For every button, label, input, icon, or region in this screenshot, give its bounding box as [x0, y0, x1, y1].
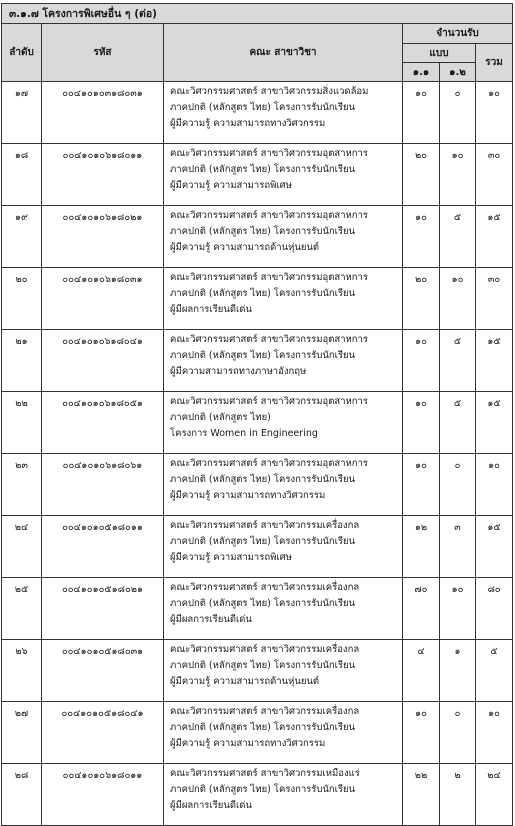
table-row — [2, 330, 513, 392]
table-row — [2, 578, 513, 640]
faculty-line: ภาคปกติ (หลักสูตร ไทย) โครงการรับนักเรียน — [170, 163, 356, 175]
row-seq: ๑๘ — [2, 144, 42, 206]
row-total: ๓๐ — [476, 144, 513, 206]
row-total: ๘๐ — [476, 578, 513, 640]
row-code: ๐๐๔๑๐๑๐๕๑๘๐๔๑ — [42, 702, 164, 764]
faculty-line: ภาคปกติ (หลักสูตร ไทย) โครงการรับนักเรียน — [170, 349, 356, 361]
admission-quota-table — [1, 3, 513, 826]
row-faculty — [164, 640, 403, 702]
header-type-1-1: ๑.๑ — [403, 63, 440, 82]
row-type-1-2: ๓ — [440, 516, 476, 578]
row-type-1-1: ๑๐ — [403, 206, 440, 268]
row-type-1-2: ๐ — [440, 82, 476, 144]
faculty-line: คณะวิศวกรรมศาสตร์ สาขาวิศวกรรมเครื่องกล — [170, 706, 360, 717]
row-seq: ๒๒ — [2, 392, 42, 454]
row-code: ๐๐๔๑๐๑๐๕๑๘๐๒๑ — [42, 578, 164, 640]
table-row — [2, 392, 513, 454]
table-row — [2, 206, 513, 268]
row-type-1-1: ๒๐ — [403, 144, 440, 206]
row-total: ๑๐ — [476, 82, 513, 144]
row-faculty — [164, 144, 403, 206]
row-code: ๐๐๔๑๐๑๐๖๑๘๐๔๑ — [42, 330, 164, 392]
faculty-line: ผู้มีความสามารถทางภาษาอังกฤษ — [170, 365, 307, 377]
faculty-line: คณะวิศวกรรมศาสตร์ สาขาวิศวกรรมอุตสาหการ — [170, 148, 368, 159]
header-type: แบบ — [403, 44, 476, 63]
faculty-line: ผู้มีความรู้ ความสามารถด้านหุ่นยนต์ — [170, 675, 320, 687]
row-seq: ๒๖ — [2, 640, 42, 702]
row-faculty — [164, 764, 403, 826]
faculty-line: ผู้มีผลการเรียนดีเด่น — [170, 799, 252, 811]
row-total: ๒๔ — [476, 764, 513, 826]
table-row — [2, 454, 513, 516]
row-seq: ๒๐ — [2, 268, 42, 330]
table-row — [2, 82, 513, 144]
row-seq: ๑๙ — [2, 206, 42, 268]
row-type-1-1: ๒๒ — [403, 764, 440, 826]
row-seq: ๒๑ — [2, 330, 42, 392]
row-type-1-1: ๑๐ — [403, 330, 440, 392]
header-code: รหัส — [42, 24, 164, 82]
row-code: ๐๐๔๑๐๑๐๖๑๘๐๑๑ — [42, 144, 164, 206]
row-type-1-2: ๐ — [440, 454, 476, 516]
header-faculty: คณะ สาขาวิชา — [164, 24, 403, 82]
row-type-1-1: ๒๐ — [403, 268, 440, 330]
faculty-line: คณะวิศวกรรมศาสตร์ สาขาวิศวกรรมอุตสาหการ — [170, 458, 368, 469]
header-seq: ลำดับ — [2, 24, 42, 82]
faculty-line: ผู้มีความรู้ ความสามารถทางวิศวกรรม — [170, 117, 326, 129]
row-code: ๐๐๔๑๐๑๐๕๑๘๐๑๑ — [42, 516, 164, 578]
faculty-line: ภาคปกติ (หลักสูตร ไทย) โครงการรับนักเรียน — [170, 597, 356, 609]
row-faculty — [164, 206, 403, 268]
faculty-line: ภาคปกติ (หลักสูตร ไทย) โครงการรับนักเรียน — [170, 287, 356, 299]
row-seq: ๒๕ — [2, 578, 42, 640]
table-row — [2, 516, 513, 578]
row-code: ๐๐๔๑๐๑๐๕๑๘๐๓๑ — [42, 640, 164, 702]
row-total: ๕ — [476, 640, 513, 702]
row-type-1-1: ๑๐ — [403, 82, 440, 144]
row-code: ๐๐๔๑๐๑๐๖๑๘๐๖๑ — [42, 454, 164, 516]
row-total: ๓๐ — [476, 268, 513, 330]
header-type-1-2: ๑.๒ — [440, 63, 476, 82]
row-faculty — [164, 516, 403, 578]
table-row — [2, 144, 513, 206]
row-type-1-2: ๕ — [440, 206, 476, 268]
row-total: ๑๐ — [476, 702, 513, 764]
row-faculty — [164, 330, 403, 392]
faculty-line: คณะวิศวกรรมศาสตร์ สาขาวิศวกรรมอุตสาหการ — [170, 396, 368, 407]
faculty-line: คณะวิศวกรรมศาสตร์ สาขาวิศวกรรมอุตสาหการ — [170, 210, 368, 221]
row-type-1-2: ๑๐ — [440, 578, 476, 640]
row-type-1-1: ๑๐ — [403, 392, 440, 454]
table-row — [2, 764, 513, 826]
row-faculty — [164, 454, 403, 516]
row-seq: ๒๘ — [2, 764, 42, 826]
row-faculty — [164, 578, 403, 640]
row-faculty — [164, 702, 403, 764]
table-row — [2, 702, 513, 764]
faculty-line: คณะวิศวกรรมศาสตร์ สาขาวิศวกรรมอุตสาหการ — [170, 334, 368, 345]
row-type-1-1: ๗๐ — [403, 578, 440, 640]
faculty-line: ผู้มีความรู้ ความสามารถพิเศษ — [170, 551, 292, 563]
row-type-1-2: ๒ — [440, 764, 476, 826]
row-code: ๐๐๔๑๐๑๐๖๑๘๐๕๑ — [42, 392, 164, 454]
row-seq: ๑๗ — [2, 82, 42, 144]
row-total: ๑๕ — [476, 206, 513, 268]
faculty-line: ผู้มีผลการเรียนดีเด่น — [170, 613, 252, 625]
row-type-1-2: ๕ — [440, 392, 476, 454]
row-code: ๐๐๔๑๐๑๐๖๑๘๐๒๑ — [42, 206, 164, 268]
row-type-1-1: ๑๐ — [403, 454, 440, 516]
row-seq: ๒๔ — [2, 516, 42, 578]
faculty-line: ภาคปกติ (หลักสูตร ไทย) โครงการรับนักเรียน — [170, 659, 356, 671]
row-code: ๐๐๔๑๐๑๐๖๑๘๐๓๑ — [42, 268, 164, 330]
faculty-line: คณะวิศวกรรมศาสตร์ สาขาวิศวกรรมเครื่องกล — [170, 520, 360, 531]
faculty-line: คณะวิศวกรรมศาสตร์ สาขาวิศวกรรมเหมืองแร่ — [170, 768, 360, 779]
header-quota: จำนวนรับ — [403, 24, 513, 44]
faculty-line: ภาคปกติ (หลักสูตร ไทย) โครงการรับนักเรียน — [170, 473, 356, 485]
row-faculty — [164, 82, 403, 144]
faculty-line: โครงการ Women in Engineering — [170, 427, 318, 439]
header-total: รวม — [476, 44, 513, 82]
faculty-line: คณะวิศวกรรมศาสตร์ สาขาวิศวกรรมเครื่องกล — [170, 582, 360, 593]
faculty-line: ผู้มีความรู้ ความสามารถพิเศษ — [170, 179, 292, 191]
faculty-line: ภาคปกติ (หลักสูตร ไทย) โครงการรับนักเรียน — [170, 721, 356, 733]
table-title: ๓.๑.๗ โครงการพิเศษอื่น ๆ (ต่อ) — [2, 4, 513, 24]
row-total: ๑๕ — [476, 330, 513, 392]
row-type-1-1: ๑๐ — [403, 702, 440, 764]
row-type-1-2: ๐ — [440, 702, 476, 764]
row-faculty — [164, 268, 403, 330]
faculty-line: ภาคปกติ (หลักสูตร ไทย) — [170, 411, 271, 423]
row-seq: ๒๓ — [2, 454, 42, 516]
row-type-1-2: ๑ — [440, 640, 476, 702]
row-type-1-1: ๑๒ — [403, 516, 440, 578]
faculty-line: ภาคปกติ (หลักสูตร ไทย) โครงการรับนักเรียน — [170, 783, 356, 795]
row-total: ๑๕ — [476, 392, 513, 454]
row-type-1-2: ๕ — [440, 330, 476, 392]
faculty-line: คณะวิศวกรรมศาสตร์ สาขาวิศวกรรมเครื่องกล — [170, 644, 360, 655]
table-row — [2, 268, 513, 330]
faculty-line: ผู้มีผลการเรียนดีเด่น — [170, 303, 252, 315]
row-faculty — [164, 392, 403, 454]
faculty-line: คณะวิศวกรรมศาสตร์ สาขาวิศวกรรมสิ่งแวดล้อม — [170, 86, 369, 97]
row-code: ๐๐๔๑๐๑๐๓๑๘๐๓๑ — [42, 82, 164, 144]
row-type-1-1: ๔ — [403, 640, 440, 702]
row-seq: ๒๗ — [2, 702, 42, 764]
row-type-1-2: ๑๐ — [440, 144, 476, 206]
faculty-line: ผู้มีความรู้ ความสามารถทางวิศวกรรม — [170, 489, 326, 501]
faculty-line: ผู้มีความรู้ ความสามารถด้านหุ่นยนต์ — [170, 241, 320, 253]
row-type-1-2: ๑๐ — [440, 268, 476, 330]
table-row — [2, 640, 513, 702]
row-total: ๑๕ — [476, 516, 513, 578]
faculty-line: คณะวิศวกรรมศาสตร์ สาขาวิศวกรรมอุตสาหการ — [170, 272, 368, 283]
faculty-line: ภาคปกติ (หลักสูตร ไทย) โครงการรับนักเรียน — [170, 101, 356, 113]
faculty-line: ผู้มีความรู้ ความสามารถทางวิศวกรรม — [170, 737, 326, 749]
faculty-line: ภาคปกติ (หลักสูตร ไทย) โครงการรับนักเรียน — [170, 535, 356, 547]
row-total: ๑๐ — [476, 454, 513, 516]
row-code: ๐๐๔๑๐๑๐๖๑๘๐๑๑ — [42, 764, 164, 826]
faculty-line: ภาคปกติ (หลักสูตร ไทย) โครงการรับนักเรียน — [170, 225, 356, 237]
